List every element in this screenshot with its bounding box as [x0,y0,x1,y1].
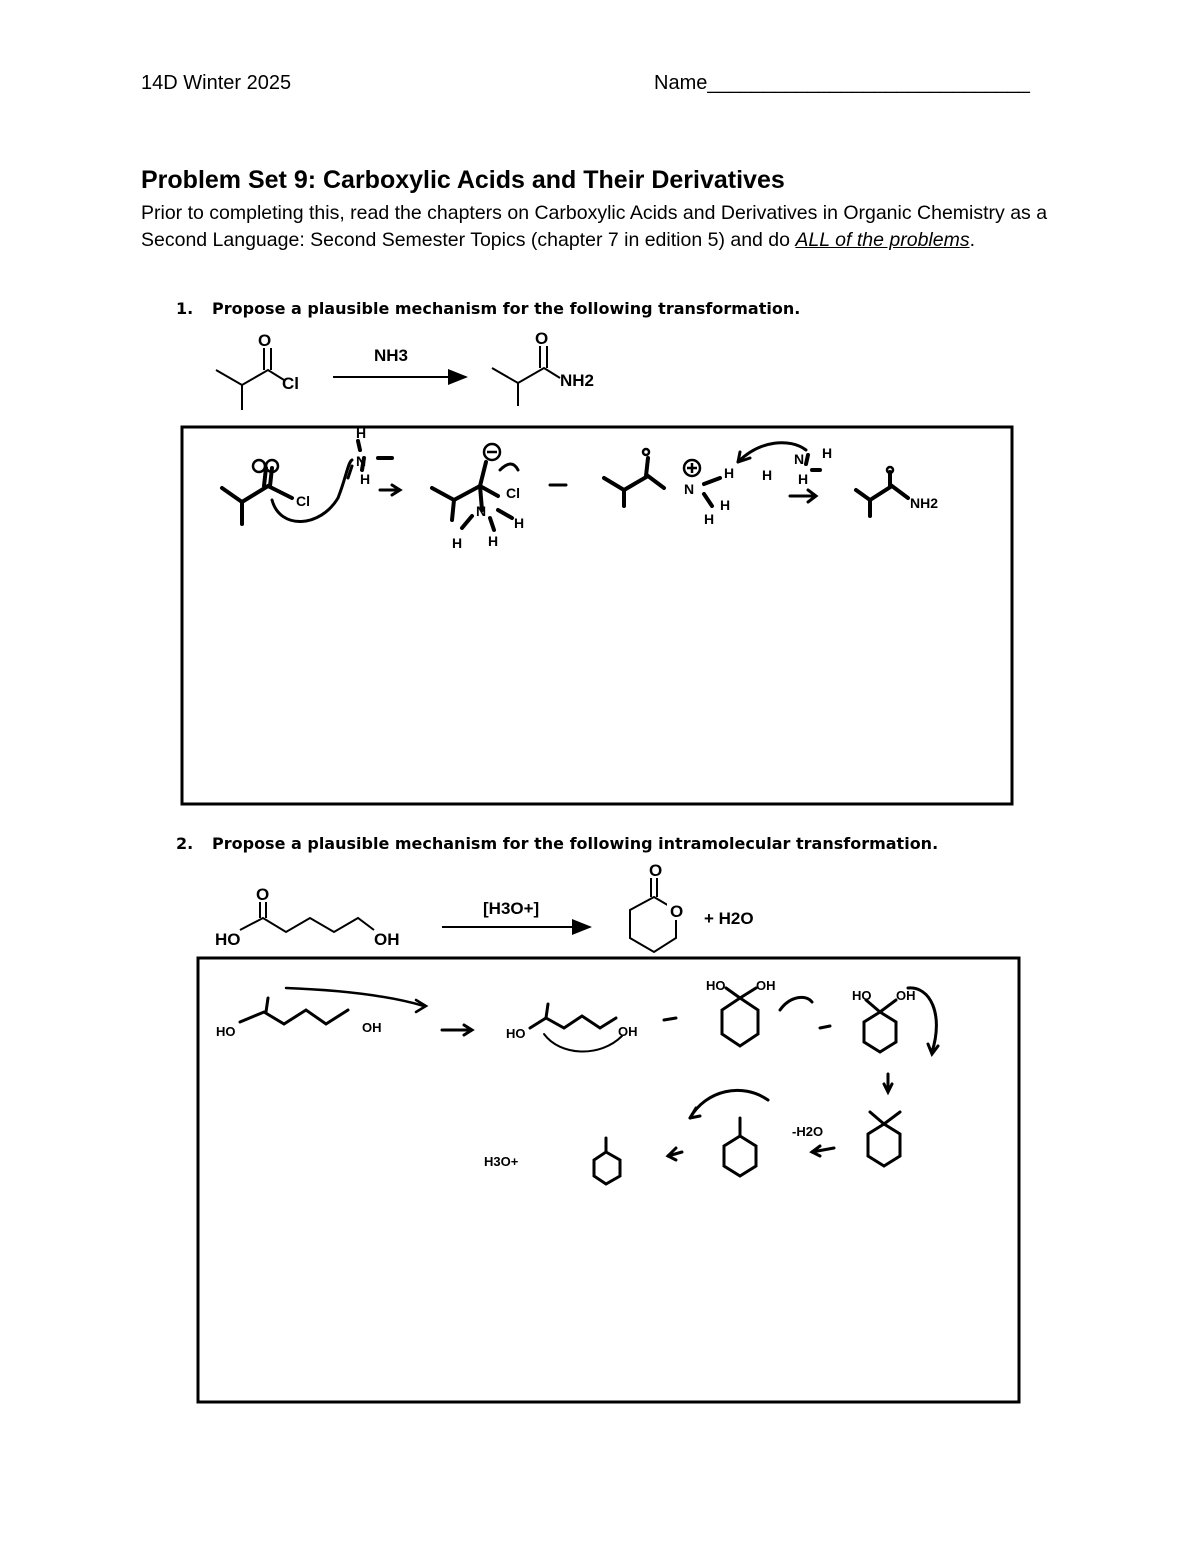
p2-product-o: O [649,861,663,880]
name-line: _____________________________ [707,72,1030,94]
p2-reactant-o: O [256,885,270,904]
p2-hw-oh-4: OH [896,988,916,1003]
problem-1-reactant [216,348,284,410]
problem-1-number: 1. [176,299,194,318]
p1-hw-h-11: H [822,445,833,461]
p1-hw-cl-1: Cl [296,493,310,509]
p2-hw-oh-2: OH [618,1024,638,1039]
p1-hw-h-3: H [452,535,463,551]
p2-hw-minus-h2o: -H2O [792,1124,824,1139]
intro-end: . [969,229,976,251]
intro-text: Prior to completing this, read the chapters on Carboxylic Acids and Derivatives in Organic Chemistry as a Second Language: Second Semester Topics (chapter 7 in edition 5) and do [141,202,1048,251]
course-label: 14D Winter 2025 [141,72,292,94]
p1-hw-h-8: H [704,511,715,527]
p2-hw-h3o: H3O+ [484,1154,519,1169]
p1-hw-h-10: H [798,471,809,487]
p2-hw-ho-2: HO [506,1026,526,1041]
p2-product-ring-o: O [670,902,684,921]
p1-product-nh2: NH2 [560,371,595,390]
p1-hw-h-2: H [360,471,371,487]
page-title: Problem Set 9: Carboxylic Acids and Their Derivatives [141,166,785,194]
problem-2-text: Propose a plausible mechanism for the following intramolecular transformation. [212,834,939,853]
p1-reactant-cl: Cl [282,374,299,393]
p2-hw-ho-4: HO [852,988,872,1003]
p2-reactant-ho: HO [215,930,241,949]
p2-byproduct: + H2O [704,909,754,928]
p1-hw-h-4: H [488,533,499,549]
p1-hw-h-5: H [514,515,525,531]
p1-hw-cl-2: Cl [506,485,520,501]
problem-1-text: Propose a plausible mechanism for the following transformation. [212,299,801,318]
answer-box-1[interactable] [182,427,1012,804]
p2-hw-oh-1: OH [362,1020,382,1035]
p1-product-o: O [535,329,549,348]
p1-hw-h-1: H [356,425,367,441]
p2-hw-ho-3: HO [706,978,726,993]
p1-hw-n-3: N [684,481,695,497]
p1-hw-n-4: N [794,451,805,467]
p2-hw-oh-3: OH [756,978,776,993]
p1-reactant-o: O [258,331,272,350]
problem-2-number: 2. [176,834,194,853]
p1-hw-n-2: N [476,503,487,519]
p2-reagent: [H3O+] [483,899,540,918]
name-label: Name [654,72,708,94]
p1-reagent: NH3 [374,346,409,365]
p2-hw-ho-1: HO [216,1024,236,1039]
p2-reactant-oh: OH [374,930,400,949]
p1-hw-nh2: NH2 [910,495,939,511]
p1-hw-n-1: N [356,453,367,469]
intro-emphasis: ALL of the problems [795,229,970,251]
p2-handwritten-mechanism [240,988,938,1184]
p1-hw-h-9: H [762,467,773,483]
p1-hw-h-6: H [724,465,735,481]
problem-1-product [492,346,560,406]
problem-2-reactant [240,902,374,932]
p1-hw-h-7: H [720,497,731,513]
